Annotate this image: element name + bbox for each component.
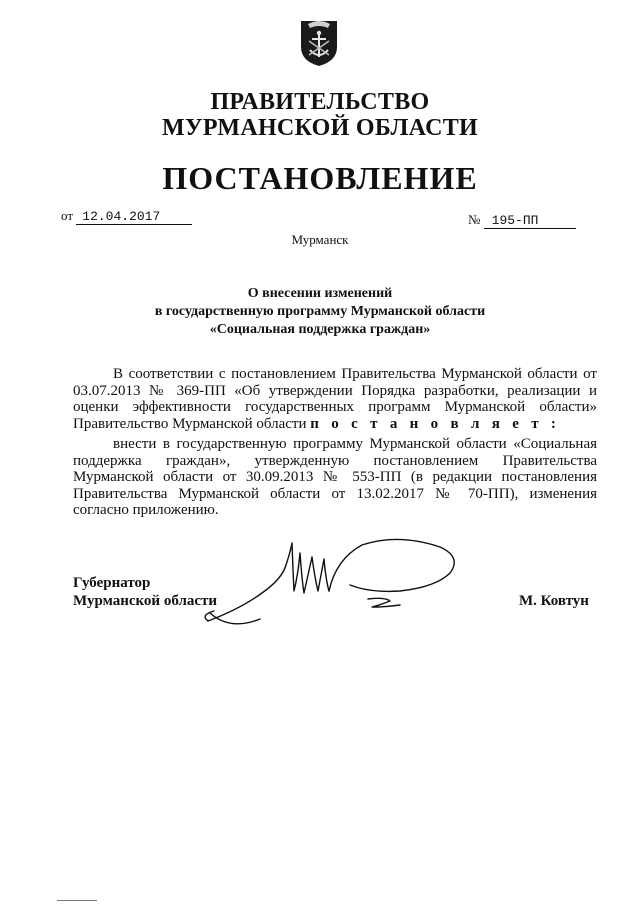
subject-line-1: О внесении изменений: [247, 286, 393, 301]
footer-rule: [57, 900, 97, 901]
signer-title-line-1: Губернатор: [73, 575, 151, 591]
city: Мурманск: [291, 232, 349, 247]
government-title: ПРАВИТЕЛЬСТВО: [210, 89, 430, 115]
document-number: [468, 212, 576, 229]
signer-name: М. Ковтун: [519, 593, 589, 609]
handwritten-signature-icon: [200, 535, 470, 635]
date-prefix: от: [61, 208, 74, 223]
date-value: 12.04.2017: [76, 209, 192, 225]
number-value: 195-ПП: [484, 213, 576, 229]
subject-line-2: в государственную программу Мурманской области: [154, 304, 486, 319]
document-type: ПОСТАНОВЛЕНИЕ: [162, 160, 478, 196]
signer-title-line-2: Мурманской области: [73, 593, 218, 609]
decree-keyword: п о с т а н о в л я е т :: [310, 415, 561, 432]
number-prefix: №: [468, 212, 481, 227]
murmansk-coat-of-arms-icon: [300, 17, 338, 67]
government-region: МУРМАНСКОЙ ОБЛАСТИ: [162, 115, 478, 141]
body-paragraph-2: внести в государственную программу Мурманской области «Социальная поддержка граждан», утвержденную постановлением Правительства Мурманской области от 30.09.2013 № 553-ПП (в редакции постановления Правительства Мурманской области от 13.02.2017 № 70-ПП), изменения согласно приложению.: [73, 436, 597, 519]
paragraph-1-text: В соответствии с постановлением Правительства Мурманской области от 03.07.2013 № 369-ПП «Об утверждении Порядка разработки, реализации и оценки эффективности государственных программ Мурманской области» Правительство Мурманской области: [73, 366, 597, 432]
subject-line-3: «Социальная поддержка граждан»: [209, 322, 431, 337]
document-date: [61, 208, 192, 225]
body-paragraph-1: [73, 366, 597, 432]
